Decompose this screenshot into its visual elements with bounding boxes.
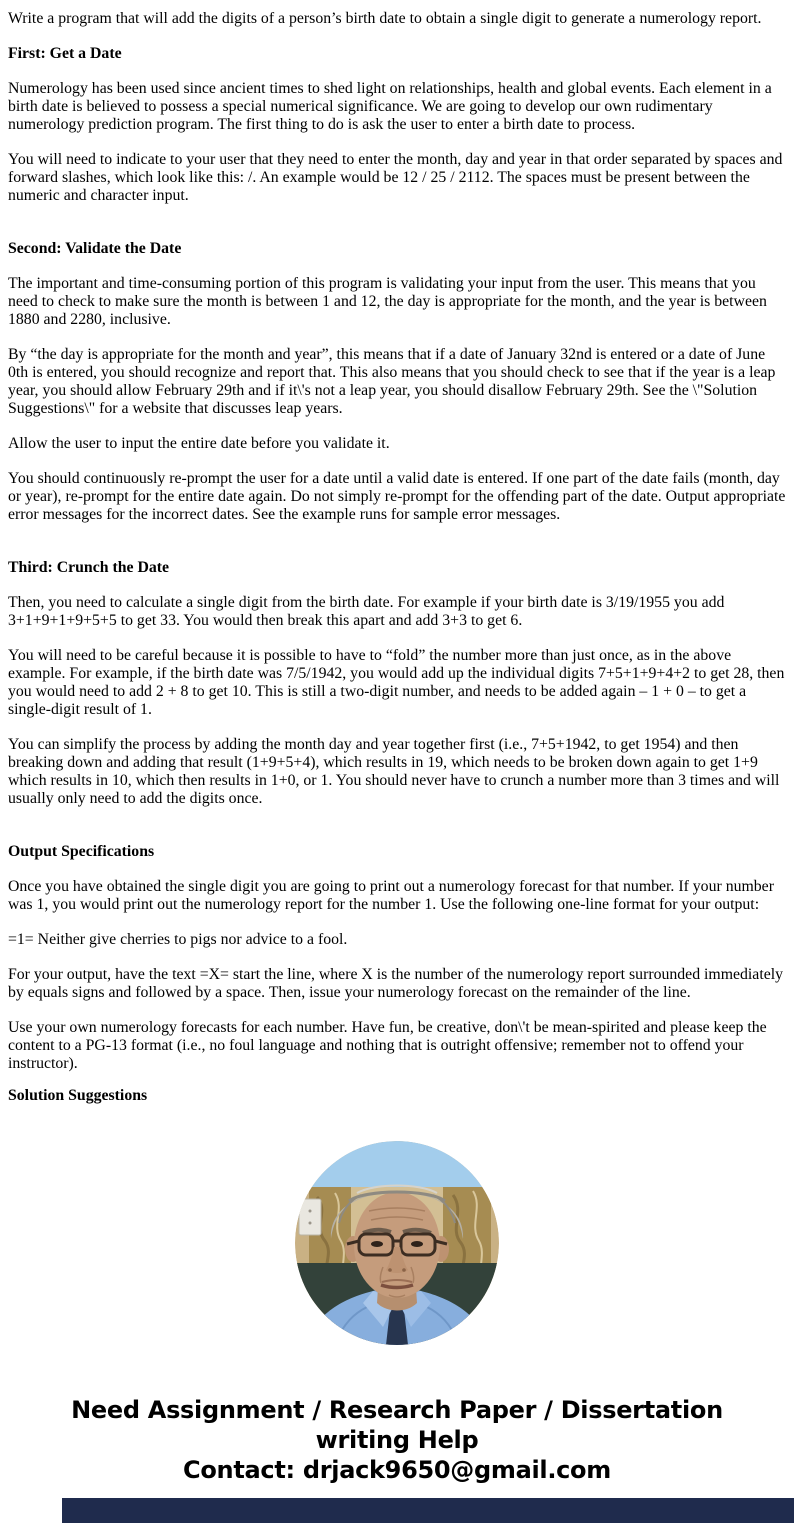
paragraph: For your output, have the text =X= start the line, where X is the number of the numerology report surrounded immediately by equals signs and followed by a space. Then, issue your numerology forecast on the remainder of the line. [8,966,784,1001]
sample-output-line: =1= Neither give cherries to pigs nor advice to a fool. [8,931,348,948]
paragraph: Then, you need to calculate a single digit from the birth date. For example if your birth date is 3/19/1955 you add 3+1+9+1+9+5+5 to get 33. You would then break this apart and add 3+3 to get 6. [8,594,725,629]
footer-line-1: Need Assignment / Research Paper / Dissertation [71,1396,723,1424]
paragraph: You can simplify the process by adding the month day and year together first (i.e., 7+5+1942, to get 1954) and then breaking down and adding that result (1+9+5+4), which results in 19, which needs to be broken down again to get 1+9 which results in 10, which then results in 1+0, or 1. You should never have to crunch a number more than 3 times and will usually only need to add the digits once. [8,736,780,807]
paragraph: Use your own numerology forecasts for each number. Have fun, be creative, don\'t be mean-spirited and please keep the content to a PG-13 format (i.e., no foul language and nothing that is outright offensive; remember not to offend your instructor). [8,1019,767,1072]
paragraph: The important and time-consuming portion of this program is validating your input from the user. This means that you need to check to make sure the month is between 1 and 12, the day is appropriate for the month, and the year is between 1880 and 2280, inclusive. [8,275,767,328]
paragraph: By “the day is appropriate for the month and year”, this means that if a date of January 32nd is entered or a date of June 0th is entered, you should recognize and report that. This also means that you should check to see that if the year is a leap year, you should allow February 29th and if it\'s not a leap year, you should disallow February 29th. See the \"Solution Suggestions\" for a website that discusses leap years. [8,346,776,417]
paragraph: Once you have obtained the single digit you are going to print out a numerology forecast for that number. If your number was 1, you would print out the numerology report for the number 1. Use the following one-line format for your output: [8,878,774,913]
instructor-photo [295,1141,499,1345]
bottom-bar [62,1498,794,1523]
heading-second-validate-the-date: Second: Validate the Date [8,240,182,257]
heading-third-crunch-the-date: Third: Crunch the Date [8,559,170,576]
instructor-photo-illustration [295,1141,499,1345]
paragraph: Allow the user to input the entire date before you validate it. [8,435,390,452]
paragraph: You will need to be careful because it is possible to have to “fold” the number more than just once, as in the above example. For example, if the birth date was 7/5/1942, you would add up the individual digits 7+5+1+9+4+2 to get 28, then you would need to add 2 + 8 to get 10. This is still a two-digit number, and needs to be added again – 1 + 0 – to get a single-digit result of 1. [8,647,785,718]
footer-line-2: writing Help [315,1426,479,1454]
intro-paragraph: Write a program that will add the digits of a person’s birth date to obtain a single digit to generate a numerology report. [8,10,762,27]
footer-contact-email: Contact: drjack9650@gmail.com [183,1456,611,1484]
heading-solution-suggestions: Solution Suggestions [8,1087,148,1104]
paragraph: You will need to indicate to your user that they need to enter the month, day and year in that order separated by spaces and forward slashes, which look like this: /. An example would be 12 / 25 / 2112. The spaces must be present between the numeric and character input. [8,151,783,204]
paragraph: You should continuously re-prompt the user for a date until a valid date is entered. If one part of the date fails (month, day or year), re-prompt for the entire date again. Do not simply re-prompt for the offending part of the date. Output appropriate error messages for the incorrect dates. See the example runs for sample error messages. [8,470,786,523]
heading-first-get-a-date: First: Get a Date [8,45,122,62]
paragraph: Numerology has been used since ancient times to shed light on relationships, health and global events. Each element in a birth date is believed to possess a special numerical significance. We are going to develop our own rudimentary numerology prediction program. The first thing to do is ask the user to enter a birth date to process. [8,80,772,133]
footer-banner [0,1395,794,1485]
heading-output-specifications: Output Specifications [8,843,155,860]
